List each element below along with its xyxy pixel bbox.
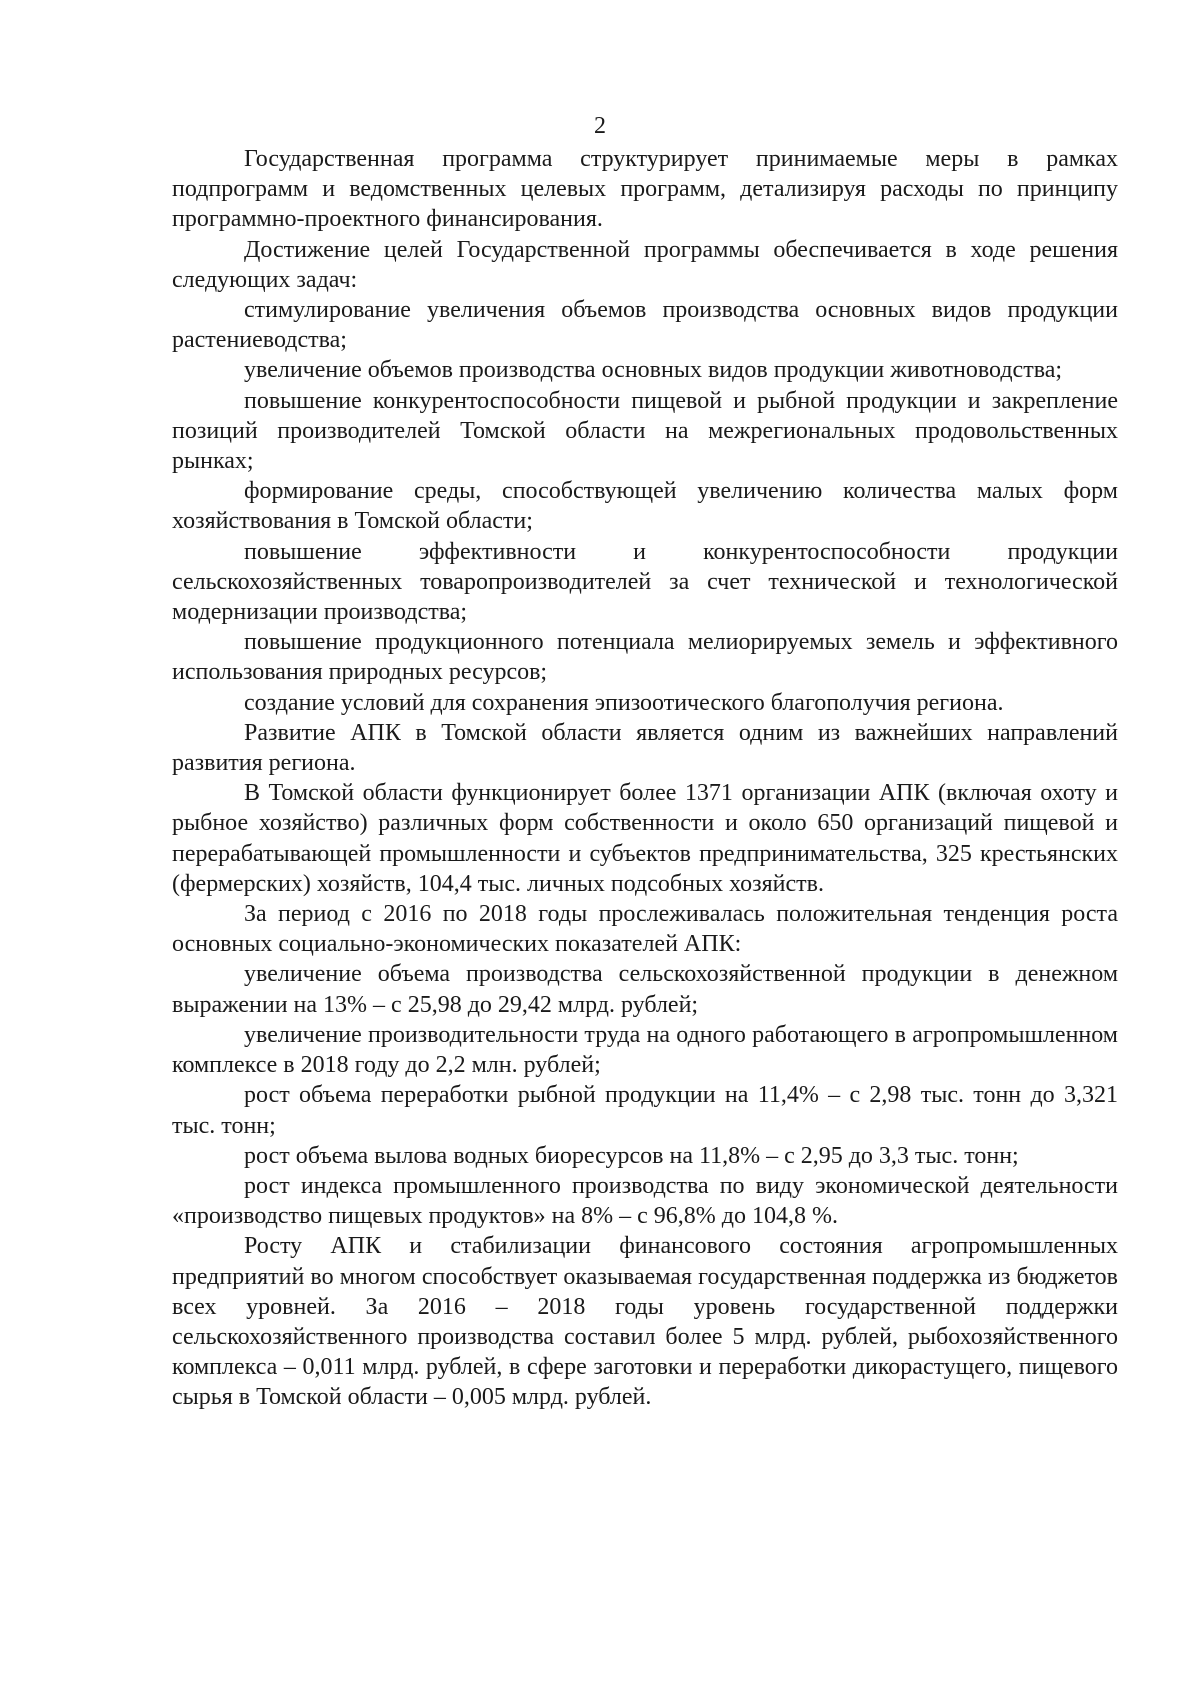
list-item-indicator: рост индекса промышленного производства по виду экономической деятельности «производство пищевых продуктов» на 8% – с 96,8% до 104,8 %. (172, 1172, 1118, 1230)
list-item-task: увеличение объемов производства основных видов продукции животноводства; (244, 357, 1063, 384)
list-item-task: повышение эффективности и конкурентоспособности продукции сельскохозяйственных товаропроизводителей за счет технической и технологической модернизации производства; (172, 538, 1118, 626)
list-item-indicator: рост объема вылова водных биоресурсов на 11,8% – с 2,95 до 3,3 тыс. тонн; (244, 1142, 1019, 1169)
list-item-indicator: увеличение объема производства сельскохозяйственной продукции в денежном выражении на 13% – с 25,98 до 29,42 млрд. рублей; (172, 961, 1118, 1018)
paragraph-trend: За период с 2016 по 2018 годы прослеживалась положительная тенденция роста основных социально-экономических показателей АПК: (172, 901, 1118, 958)
list-item-task: стимулирование увеличения объемов производства основных видов продукции растениеводства; (172, 297, 1118, 354)
list-item-indicator: увеличение производительности труда на одного работающего в агропромышленном комплексе в 2018 году до 2,2 млн. рублей; (172, 1021, 1118, 1079)
list-item-task: повышение продукционного потенциала мелиорируемых земель и эффективного использования природных ресурсов; (172, 629, 1118, 686)
list-item-task: создание условий для сохранения эпизоотического благополучия региона. (244, 689, 1004, 716)
document-body (172, 144, 1118, 1413)
list-item-indicator: рост объема переработки рыбной продукции на 11,4% – с 2,98 тыс. тонн до 3,321 тыс. тонн; (172, 1082, 1118, 1139)
list-item-task: повышение конкурентоспособности пищевой и рыбной продукции и закрепление позиций производителей Томской области на межрегиональных продовольственных рынках; (172, 387, 1118, 475)
paragraph-state-support: Росту АПК и стабилизации финансового состояния агропромышленных предприятий во многом способствует оказываемая государственная поддержка из бюджетов всех уровней. За 2016 – 2018 годы уровень государственной поддержки сельскохозяйственного производства составил более 5 млрд. рублей, рыбохозяйственного комплекса – 0,011 млрд. рублей, в сфере заготовки и переработки дикорастущего, пищевого сырья в Томской области – 0,005 млрд. рублей. (172, 1233, 1118, 1411)
paragraph-organizations: В Томской области функционирует более 1371 организации АПК (включая охоту и рыбное хозяйство) различных форм собственности и около 650 организаций пищевой и перерабатывающей промышленности и субъектов предпринимательства, 325 крестьянских (фермерских) хозяйств, 104,4 тыс. личных подсобных хозяйств. (172, 780, 1118, 897)
page-number: 2 (594, 113, 606, 139)
paragraph-goals: Достижение целей Государственной программы обеспечивается в ходе решения следующих задач: (172, 236, 1118, 293)
paragraph-apk-development: Развитие АПК в Томской области является одним из важнейших направлений развития региона. (172, 719, 1118, 777)
list-item-task: формирование среды, способствующей увеличению количества малых форм хозяйствования в Томской области; (172, 478, 1118, 535)
paragraph-program-structure: Государственная программа структурирует принимаемые меры в рамках подпрограмм и ведомственных целевых программ, детализируя расходы по принципу программно-проектного финансирования. (172, 146, 1118, 233)
